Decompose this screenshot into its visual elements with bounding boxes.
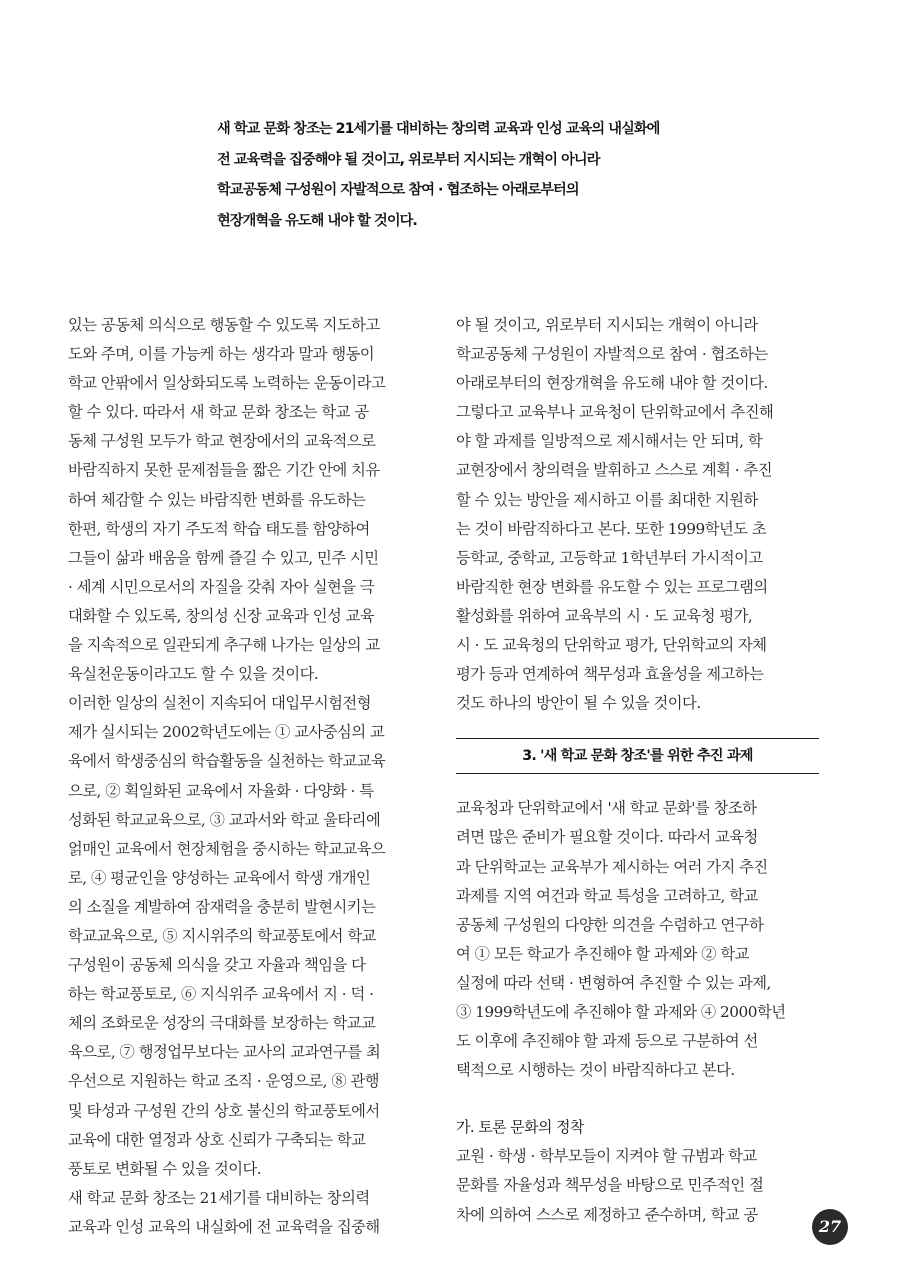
text-line: 을 지속적으로 일관되게 추구해 나가는 일상의 교 <box>68 636 380 655</box>
section-heading: 3. '새 학교 문화 창조'를 위한 추진 과제 <box>522 748 753 765</box>
text-line: 야 될 것이고, 위로부터 지시되는 개혁이 아니라 <box>456 316 758 334</box>
text-line: · 세계 시민으로서의 자질을 갖춰 자아 실현을 극 <box>68 577 375 596</box>
text-line: 아래로부터의 현장개혁을 유도해 내야 할 것이다. <box>456 374 768 393</box>
left-column <box>68 311 440 1242</box>
text-line: 육에서 학생중심의 학습활동을 실천하는 학교교육 <box>68 752 386 771</box>
pull-quote-line: 현장개혁을 유도해 내야 할 것이다. <box>217 212 417 229</box>
text-line: 활성화를 위하여 교육부의 시 · 도 교육청 평가, <box>456 606 753 625</box>
text-line: 교육에 대한 열정과 상호 신뢰가 구축되는 학교 <box>68 1130 366 1149</box>
text-line: 과 단위학교는 교육부가 제시하는 여러 가지 추진 <box>456 857 768 876</box>
pull-quote-line: 새 학교 문화 창조는 21세기를 대비하는 창의력 교육과 인성 교육의 내실화에 <box>217 121 660 137</box>
right-column <box>456 311 830 1230</box>
text-line: 시 · 도 교육청의 단위학교 평가, 단위학교의 자체 <box>456 636 767 655</box>
text-line: 풍토로 변화될 수 있을 것이다. <box>68 1159 262 1178</box>
text-line: 육실천운동이라고도 할 수 있을 것이다. <box>68 665 319 684</box>
subheading: 가. 토론 문화의 정착 <box>456 1118 584 1137</box>
subsection-body <box>456 1142 830 1229</box>
text-line: ③ 1999학년도에 추진해야 할 과제와 ④ 2000학년 <box>456 1002 786 1021</box>
text-line: 차에 의하여 스스로 제정하고 준수하며, 학교 공 <box>456 1205 758 1224</box>
text-line: 학교 안팎에서 일상화되도록 노력하는 운동이라고 <box>68 374 386 393</box>
text-line: 그들이 삶과 배움을 함께 즐길 수 있고, 민주 시민 <box>68 548 379 567</box>
text-line: 육으로, ⑦ 행정업무보다는 교사의 교과연구를 최 <box>68 1043 381 1062</box>
text-line: 교육청과 단위학교에서 '새 학교 문화'를 창조하 <box>456 799 757 818</box>
text-line: 얽매인 교육에서 현장체험을 중시하는 학교교육으 <box>68 839 386 858</box>
text-line: 교원 · 학생 · 학부모들이 지켜야 할 규범과 학교 <box>456 1147 757 1166</box>
text-line: 이러한 일상의 실천이 지속되어 대입무시험전형 <box>68 694 371 713</box>
right-column-paragraph <box>456 311 830 718</box>
text-line: 여 ① 모든 학교가 추진해야 할 과제와 ② 학교 <box>456 944 749 963</box>
text-line: 도와 주며, 이를 가능케 하는 생각과 말과 행동이 <box>68 345 375 364</box>
text-line: 학교공동체 구성원이 자발적으로 참여 · 협조하는 <box>456 345 768 364</box>
text-line: 바람직한 현장 변화를 유도할 수 있는 프로그램의 <box>456 577 768 596</box>
text-line: 동체 구성원 모두가 학교 현장에서의 교육적으로 <box>68 432 376 451</box>
text-line: 하는 학교풍토로, ⑥ 지식위주 교육에서 지 · 덕 · <box>68 985 374 1004</box>
section-body <box>456 794 830 1085</box>
text-line: 체의 조화로운 성장의 극대화를 보장하는 학교교 <box>68 1014 376 1033</box>
text-line: 성화된 학교교육으로, ③ 교과서와 학교 울타리에 <box>68 810 381 829</box>
text-line: 구성원이 공동체 의식을 갖고 자율과 책임을 다 <box>68 956 366 975</box>
text-line: 평가 등과 연계하여 책무성과 효율성을 제고하는 <box>456 665 764 684</box>
text-line: 교현장에서 창의력을 발휘하고 스스로 계획 · 추진 <box>456 461 773 480</box>
text-line: 과제를 지역 여건과 학교 특성을 고려하고, 학교 <box>456 886 758 905</box>
text-line: 는 것이 바람직하다고 본다. 또한 1999학년도 초 <box>456 519 767 538</box>
text-line: 의 소질을 계발하여 잠재력을 충분히 발현시키는 <box>68 897 376 916</box>
text-line: 우선으로 지원하는 학교 조직 · 운영으로, ⑧ 관행 <box>68 1072 380 1091</box>
pull-quote <box>217 114 777 236</box>
text-line: 새 학교 문화 창조는 21세기를 대비하는 창의력 <box>68 1188 370 1207</box>
text-line: 등학교, 중학교, 고등학교 1학년부터 가시적이고 <box>456 548 763 567</box>
text-line: 제가 실시되는 2002학년도에는 ① 교사중심의 교 <box>68 723 385 742</box>
text-line: 학교교육으로, ⑤ 지시위주의 학교풍토에서 학교 <box>68 926 376 945</box>
text-line: 으로, ② 획일화된 교육에서 자율화 · 다양화 · 특 <box>68 781 374 800</box>
text-line: 할 수 있는 방안을 제시하고 이를 최대한 지원하 <box>456 490 758 509</box>
text-line: 려면 많은 준비가 필요할 것이다. 따라서 교육청 <box>456 828 758 847</box>
page-number: 27 <box>812 1209 848 1245</box>
text-line: 도 이후에 추진해야 할 과제 등으로 구분하여 선 <box>456 1032 758 1051</box>
text-line: 할 수 있다. 따라서 새 학교 문화 창조는 학교 공 <box>68 403 369 422</box>
text-line: 있는 공동체 의식으로 행동할 수 있도록 지도하고 <box>68 316 380 334</box>
text-line: 로, ④ 평균인을 양성하는 교육에서 학생 개개인 <box>68 868 371 887</box>
text-line: 교육과 인성 교육의 내실화에 전 교육력을 집중해 <box>68 1217 380 1236</box>
text-line: 그렇다고 교육부나 교육청이 단위학교에서 추진해 <box>456 403 774 422</box>
text-line: 공동체 구성원의 다양한 의견을 수렴하고 연구하 <box>456 915 764 934</box>
text-line: 바람직하지 못한 문제점들을 짧은 기간 안에 치유 <box>68 461 380 480</box>
text-line: 것도 하나의 방안이 될 수 있을 것이다. <box>456 694 701 713</box>
text-line: 문화를 자율성과 책무성을 바탕으로 민주적인 절 <box>456 1176 764 1195</box>
pull-quote-line: 전 교육력을 집중해야 될 것이고, 위로부터 지시되는 개혁이 아니라 <box>217 151 600 168</box>
text-line: 하여 체감할 수 있는 바람직한 변화를 유도하는 <box>68 490 366 509</box>
text-line: 한편, 학생의 자기 주도적 학습 태도를 함양하여 <box>68 519 370 538</box>
text-line: 택적으로 시행하는 것이 바람직하다고 본다. <box>456 1061 735 1080</box>
text-line: 야 할 과제를 일방적으로 제시해서는 안 되며, 학 <box>456 432 763 451</box>
text-line: 대화할 수 있도록, 창의성 신장 교육과 인성 교육 <box>68 606 375 625</box>
text-line: 및 타성과 구성원 간의 상호 불신의 학교풍토에서 <box>68 1101 380 1120</box>
pull-quote-line: 학교공동체 구성원이 자발적으로 참여 · 협조하는 아래로부터의 <box>217 182 579 198</box>
text-line: 실정에 따라 선택 · 변형하여 추진할 수 있는 과제, <box>456 973 771 992</box>
